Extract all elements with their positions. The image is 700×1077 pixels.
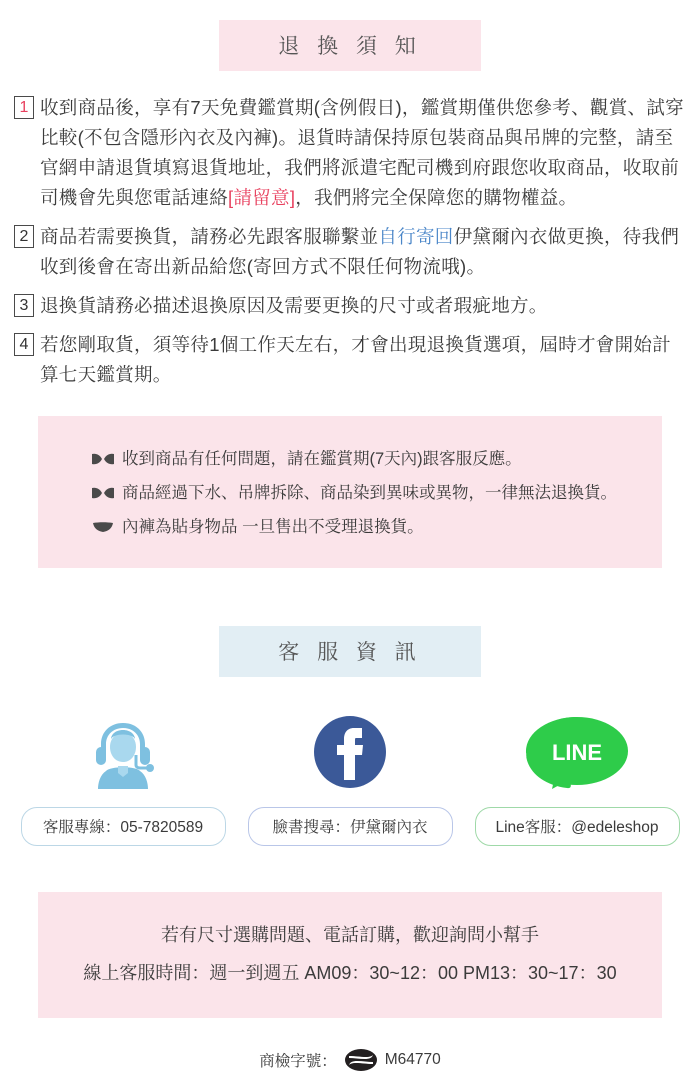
- bra-icon: [90, 452, 116, 466]
- policy-text-highlight: [請留意]: [228, 187, 296, 208]
- note-text: 商品經過下水、吊牌拆除、商品染到異味或異物，一律無法退換貨。: [122, 484, 617, 502]
- list-item-text: [40, 93, 686, 213]
- note-text: 內褲為貼身物品 一旦售出不受理退換貨。: [122, 518, 424, 536]
- line-icon: [522, 709, 632, 795]
- list-item-text: 若您剛取貨，須等待1個工作天左右，才會出現退換貨選項，屆時才會開始計算七天鑑賞期。: [40, 334, 671, 385]
- headset-operator-icon: [80, 709, 166, 795]
- list-item-number: 4: [14, 333, 34, 356]
- service-line-label[interactable]: Line客服：@edeleshop: [475, 807, 680, 846]
- list-item: [14, 291, 686, 321]
- list-item-number: 2: [14, 225, 34, 248]
- policy-text-part: 商品若需要換貨，請務必先跟客服聯繫並: [40, 226, 379, 247]
- policy-text-part: 收到商品後，享有7天免費鑑賞期(含例假日)，鑑賞期僅供您參考、觀賞、試穿比較(不包含隱形內衣及內褲)。退貨時請保持原包裝商品與吊牌的完整，請至官網申請退貨填寫退貨地址，我們將派遣宅配司機到府跟您收取商品，收取前司機會先與您電話連絡: [40, 97, 684, 208]
- policy-text-part: 伊黛爾內衣做更換，待我們收到後會在寄出新品給您(寄回方式不限任何物流哦)。: [40, 226, 680, 277]
- service-facebook-label[interactable]: 臉書搜尋：伊黛爾內衣: [248, 807, 453, 846]
- service-phone-label[interactable]: 客服專線：05-7820589: [21, 807, 226, 846]
- list-item-text: [40, 222, 686, 282]
- note-line: [38, 442, 662, 476]
- list-item: [14, 222, 686, 282]
- bsmi-certification-icon: [344, 1048, 378, 1072]
- list-item-number: 1: [14, 96, 34, 119]
- policy-text-part: ，我們將完全保障您的購物權益。: [295, 187, 578, 208]
- footer-code: M64770: [384, 1051, 441, 1068]
- policy-text-highlight: 自行寄回: [378, 226, 454, 247]
- list-item: [14, 330, 686, 390]
- bra-icon: [90, 486, 116, 500]
- list-item-number: 3: [14, 294, 34, 317]
- info-line-1: 若有尺寸選購問題、電話訂購，歡迎詢問小幫手: [161, 925, 539, 945]
- return-policy-list: [14, 93, 686, 390]
- footer-certification: [0, 1048, 700, 1072]
- note-line: [38, 476, 662, 510]
- note-text: 收到商品有任何問題，請在鑑賞期(7天內)跟客服反應。: [122, 450, 522, 468]
- notes-box: [38, 416, 662, 568]
- svg-text:LINE: LINE: [551, 740, 603, 765]
- footer-label: 商檢字號：: [259, 1053, 337, 1070]
- info-box: [38, 892, 662, 1018]
- facebook-icon: [312, 709, 388, 795]
- service-channel-facebook: [248, 709, 453, 846]
- return-policy-heading: 退 換 須 知: [219, 20, 481, 71]
- service-heading-wrap: [0, 626, 700, 677]
- note-line: [38, 510, 662, 544]
- service-channel-line: [475, 709, 680, 846]
- service-channels: [0, 709, 700, 846]
- service-channel-phone: [21, 709, 226, 846]
- panty-icon: [90, 520, 116, 534]
- list-item-text: 退換貨請務必描述退換原因及需要更換的尺寸或者瑕疵地方。: [40, 295, 548, 316]
- service-heading: 客 服 資 訊: [219, 626, 481, 677]
- list-item: [14, 93, 686, 213]
- info-line-2: 線上客服時間：週一到週五 AM09：30~12：00 PM13：30~17：30: [83, 963, 617, 983]
